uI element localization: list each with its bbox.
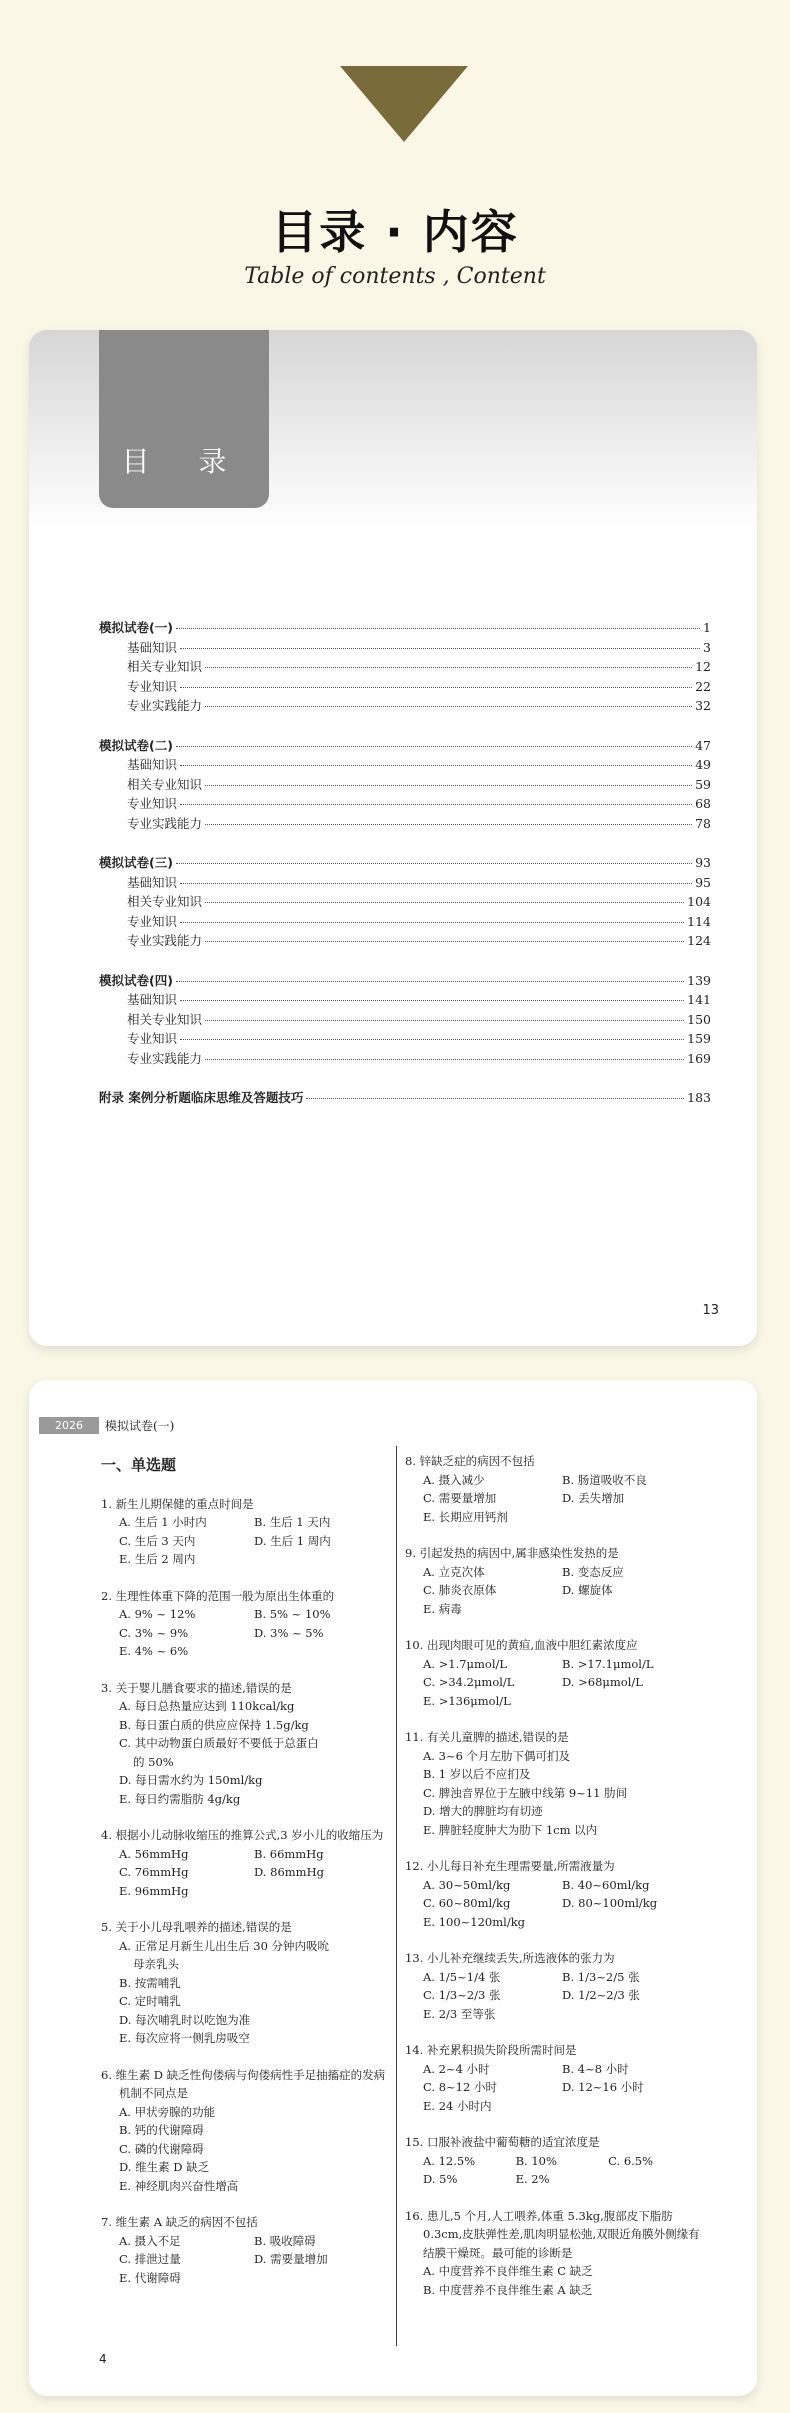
toc-entry-label: 专业实践能力 <box>127 698 203 713</box>
answer-option[interactable]: A. 生后 1 小时内 <box>119 1515 207 1529</box>
toc-leader-dots <box>205 941 684 942</box>
question-item <box>101 1495 389 1569</box>
toc-entry-label: 专业实践能力 <box>127 1050 203 1066</box>
answer-option[interactable]: E. 4% ~ 6% <box>119 1644 189 1658</box>
toc-entry-label: 基础知识 <box>127 639 178 655</box>
answer-option[interactable]: A. 1/5~1/4 张 <box>423 1969 501 1984</box>
question-stem: 12. 小儿每日补充生理需要量,所需液量为 <box>405 1859 615 1873</box>
answer-option[interactable]: C. 脾浊音界位于左腋中线第 9~11 肋间 <box>423 1785 628 1800</box>
toc-sub-entry[interactable] <box>99 794 711 814</box>
toc-leader-dots <box>180 1000 684 1001</box>
toc-leader-dots <box>205 667 692 668</box>
toc-entry-page: 49 <box>695 757 711 772</box>
toc-section-entry[interactable] <box>99 618 711 638</box>
toc-leader-dots <box>176 628 700 629</box>
toc-leader-dots <box>180 765 692 766</box>
toc-entry-page: 78 <box>695 815 711 831</box>
toc-entry-page: 22 <box>695 678 711 694</box>
toc-entry-page: 32 <box>695 698 711 713</box>
toc-entry-label: 基础知识 <box>127 874 178 890</box>
answer-option[interactable]: E. 每次应将一侧乳房吸空 <box>119 2031 250 2045</box>
toc-leader-dots <box>180 804 692 805</box>
toc-entry-page: 124 <box>687 933 711 948</box>
toc-entry-label: 专业知识 <box>127 796 178 811</box>
answer-option[interactable]: C. 6.5% <box>608 2153 654 2168</box>
question-stem: 2. 生理性体重下降的范围一般为原出生体重的 <box>101 1588 335 1603</box>
page-title: 目录 · 内容 <box>271 205 519 259</box>
answer-option[interactable]: B. 5% ~ 10% <box>254 1607 331 1621</box>
toc-entry-label: 专业知识 <box>127 678 178 694</box>
toc-sub-entry[interactable] <box>99 696 711 716</box>
sample-page-number: 4 <box>99 2352 107 2366</box>
answer-option[interactable]: A. 正常足月新生儿出生后 30 分钟内吸吮 <box>119 1938 330 1953</box>
toc-sub-entry[interactable] <box>99 775 711 795</box>
toc-entry-label: 附录 案例分析题临床思维及答题技巧 <box>99 1090 304 1105</box>
sample-page-card <box>29 1380 757 2396</box>
answer-option[interactable]: C. 磷的代谢障碍 <box>119 2141 204 2156</box>
answer-option[interactable]: B. 1 岁以后不应扪及 <box>423 1767 531 1781</box>
question-stem: 11. 有关儿童脾的描述,错误的是 <box>405 1730 569 1744</box>
question-item <box>405 1452 701 1526</box>
toc-section-entry[interactable] <box>99 971 711 991</box>
toc-entry-page: 141 <box>687 992 711 1007</box>
answer-option[interactable]: E. 100~120ml/kg <box>423 1914 526 1929</box>
header-triangle-icon <box>340 66 468 142</box>
question-item <box>101 1826 389 1900</box>
answer-option[interactable]: E. >136μmol/L <box>423 1693 511 1708</box>
toc-entry-label: 专业实践能力 <box>127 815 203 831</box>
answer-option[interactable]: D. >68μmol/L <box>562 1675 643 1689</box>
toc-sub-entry[interactable] <box>99 1029 711 1049</box>
toc-sub-entry[interactable] <box>99 755 711 775</box>
question-stem: 1. 新生儿期保健的重点时间是 <box>101 1496 254 1511</box>
answer-option[interactable]: D. 5% <box>423 2172 458 2186</box>
toc-entry-label: 模拟试卷(三) <box>99 855 173 870</box>
answer-option[interactable]: C. 排泄过量 <box>119 2252 181 2266</box>
answer-option[interactable]: C. 生后 3 天内 <box>119 1533 196 1548</box>
toc-entry-label: 相关专业知识 <box>127 776 203 792</box>
exam-name: 模拟试卷(一) <box>105 1418 175 1433</box>
answer-option[interactable]: A. 摄入减少 <box>423 1472 485 1487</box>
toc-section-entry[interactable] <box>99 736 711 756</box>
answer-option[interactable]: A. 12.5% <box>423 2153 476 2168</box>
toc-card <box>29 330 757 1346</box>
toc-leader-dots <box>176 863 692 864</box>
question-item <box>405 2207 701 2300</box>
toc-entry-page: 95 <box>695 874 711 890</box>
toc-entry-page: 1 <box>703 620 711 635</box>
toc-entry-page: 59 <box>695 776 711 792</box>
question-stem: 5. 关于小儿母乳喂养的描述,错误的是 <box>101 1920 292 1934</box>
toc-leader-dots <box>205 785 692 786</box>
answer-option[interactable]: B. >17.1μmol/L <box>562 1656 654 1671</box>
answer-option[interactable]: A. 每日总热量应达到 110kcal/kg <box>119 1699 295 1713</box>
answer-option[interactable]: C. 肺炎衣原体 <box>423 1583 497 1597</box>
answer-option[interactable]: C. 定时哺乳 <box>119 1994 181 2008</box>
answer-option[interactable]: E. 每日约需脂肪 4g/kg <box>119 1791 241 1806</box>
answer-option[interactable]: C. 需要量增加 <box>423 1491 497 1505</box>
answer-option[interactable]: B. 变态反应 <box>562 1564 624 1579</box>
answer-option[interactable]: D. 丢失增加 <box>562 1491 625 1505</box>
answer-option[interactable]: D. 生后 1 周内 <box>254 1533 331 1548</box>
answer-option[interactable]: A. 中度营养不良伴维生素 C 缺乏 <box>423 2264 593 2278</box>
question-item <box>405 1949 701 2023</box>
answer-option[interactable]: C. 60~80ml/kg <box>423 1896 511 1910</box>
answer-option[interactable]: E. 24 小时内 <box>423 2098 492 2113</box>
page-subtitle: Table of contents , Content <box>244 264 546 289</box>
answer-option[interactable]: A. 2~4 小时 <box>423 2061 490 2076</box>
answer-option[interactable]: C. 76mmHg <box>119 1865 189 1879</box>
answer-option[interactable]: D. 维生素 D 缺乏 <box>119 2160 210 2174</box>
toc-leader-dots <box>176 981 684 982</box>
answer-option[interactable]: E. 病毒 <box>423 1601 462 1616</box>
toc-entry-page: 47 <box>695 737 711 753</box>
question-item <box>101 2066 389 2196</box>
answer-option[interactable]: D. 增大的脾脏均有切迹 <box>423 1804 543 1818</box>
question-stem: 10. 出现肉眼可见的黄疸,血液中胆红素浓度应 <box>405 1638 638 1652</box>
answer-option[interactable]: B. 吸收障碍 <box>254 2233 316 2248</box>
toc-entry-label: 基础知识 <box>127 992 178 1007</box>
toc-tab <box>99 330 269 508</box>
answer-option[interactable]: D. 86mmHg <box>254 1865 324 1879</box>
toc-entry-label: 模拟试卷(二) <box>99 737 173 753</box>
answer-option[interactable]: D. 3% ~ 5% <box>254 1625 324 1640</box>
toc-leader-dots <box>205 824 692 825</box>
question-stem: 6. 维生素 D 缺乏性佝偻病与佝偻病性手足抽搐症的发病机制不同点是 <box>101 2067 386 2100</box>
question-item <box>405 1544 701 1618</box>
answer-option[interactable]: A. 30~50ml/kg <box>423 1877 511 1892</box>
toc-sub-entry[interactable] <box>99 814 711 834</box>
answer-option[interactable]: E. 代谢障碍 <box>119 2270 181 2285</box>
column-divider <box>396 1446 397 2346</box>
question-stem: 4. 根据小儿动脉收缩压的推算公式,3 岁小儿的收缩压为 <box>101 1828 384 1842</box>
toc-sub-entry[interactable] <box>99 873 711 893</box>
question-stem: 9. 引起发热的病因中,属非感染性发热的是 <box>405 1546 619 1560</box>
toc-leader-dots <box>205 706 692 707</box>
toc-sub-entry[interactable] <box>99 931 711 951</box>
toc-section-entry[interactable] <box>99 853 711 873</box>
toc-entry-page: 12 <box>695 659 711 674</box>
answer-option[interactable]: A. >1.7μmol/L <box>423 1656 508 1671</box>
answer-option[interactable]: 母亲乳头 <box>133 1957 179 1971</box>
answer-option[interactable]: E. 2% <box>515 2172 550 2186</box>
toc-entry-label: 专业知识 <box>127 1031 178 1046</box>
answer-option[interactable]: B. 40~60ml/kg <box>562 1877 650 1892</box>
answer-option[interactable]: A. 56mmHg <box>119 1846 189 1861</box>
toc-leader-dots <box>205 902 684 903</box>
toc-entry-page: 104 <box>687 894 711 909</box>
answer-option[interactable]: B. 4~8 小时 <box>562 2061 629 2076</box>
answer-option[interactable]: D. 螺旋体 <box>562 1583 613 1597</box>
toc-entry-label: 专业实践能力 <box>127 933 203 948</box>
left-column <box>101 1452 389 2305</box>
toc-leader-dots <box>205 1059 684 1060</box>
answer-option[interactable]: A. 立克次体 <box>423 1564 485 1579</box>
toc-leader-dots <box>205 1020 684 1021</box>
question-item <box>405 1728 701 1839</box>
answer-option[interactable]: D. 12~16 小时 <box>562 2080 644 2094</box>
answer-option[interactable]: B. 生后 1 天内 <box>254 1515 331 1529</box>
toc-entry-label: 专业知识 <box>127 913 178 929</box>
toc-sub-entry[interactable] <box>99 1010 711 1030</box>
answer-option[interactable]: D. 1/2~2/3 张 <box>562 1988 640 2002</box>
question-stem: 3. 关于婴儿膳食要求的描述,错误的是 <box>101 1680 292 1695</box>
answer-option[interactable]: C. >34.2μmol/L <box>423 1675 515 1689</box>
toc-entry-page: 150 <box>687 1011 711 1027</box>
toc-entry-page: 114 <box>687 913 711 929</box>
exam-header <box>39 1416 174 1434</box>
toc-entry-label: 基础知识 <box>127 757 178 772</box>
toc-entry-page: 183 <box>687 1090 711 1105</box>
question-item <box>405 2041 701 2115</box>
question-item <box>101 1587 389 1661</box>
answer-option[interactable]: C. 其中动物蛋白质最好不要低于总蛋白 <box>119 1736 319 1750</box>
toc-entry-page: 169 <box>687 1050 711 1066</box>
toc-leader-dots <box>180 922 684 923</box>
answer-option[interactable]: E. 2/3 至等张 <box>423 2006 496 2021</box>
question-item <box>101 2213 389 2287</box>
question-item <box>405 1857 701 1931</box>
toc-entry-page: 93 <box>695 855 711 870</box>
section-title: 一、单选题 <box>101 1456 177 1474</box>
answer-option[interactable]: B. 每日蛋白质的供应应保持 1.5g/kg <box>119 1717 309 1732</box>
question-stem: 7. 维生素 A 缺乏的病因不包括 <box>101 2215 258 2229</box>
toc-sub-entry[interactable] <box>99 657 711 677</box>
answer-option[interactable]: E. 神经肌肉兴奋性增高 <box>119 2178 239 2193</box>
toc-sub-entry[interactable] <box>99 677 711 697</box>
answer-option[interactable]: E. 生后 2 周内 <box>119 1552 196 1566</box>
question-stem: 15. 口服补液盐中葡萄糖的适宜浓度是 <box>405 2135 600 2149</box>
answer-option[interactable]: B. 钙的代谢障碍 <box>119 2123 204 2137</box>
toc-sub-entry[interactable] <box>99 638 711 658</box>
toc-entry-page: 68 <box>695 796 711 811</box>
toc-sub-entry[interactable] <box>99 892 711 912</box>
question-stem: 8. 锌缺乏症的病因不包括 <box>405 1454 535 1468</box>
toc-sub-entry[interactable] <box>99 1049 711 1069</box>
question-item <box>101 1679 389 1809</box>
answer-option[interactable]: D. 每日需水约为 150ml/kg <box>119 1773 263 1787</box>
toc-list <box>99 618 711 1108</box>
toc-entry-page: 139 <box>687 972 711 988</box>
toc-sub-entry[interactable] <box>99 912 711 932</box>
answer-option[interactable]: D. 80~100ml/kg <box>562 1896 658 1910</box>
answer-option[interactable]: B. 10% <box>515 2153 557 2168</box>
answer-option[interactable]: A. 摄入不足 <box>119 2233 181 2248</box>
toc-entry-label: 模拟试卷(一) <box>99 620 173 635</box>
toc-entry-label: 相关专业知识 <box>127 1011 203 1027</box>
answer-option[interactable]: A. 3~6 个月左肋下偶可扪及 <box>423 1748 571 1763</box>
answer-option[interactable]: C. 8~12 小时 <box>423 2080 497 2094</box>
answer-option[interactable]: E. 96mmHg <box>119 1883 189 1898</box>
toc-page-number: 13 <box>702 1303 719 1318</box>
toc-entry-page: 159 <box>687 1031 711 1046</box>
toc-leader-dots <box>180 687 692 688</box>
question-stem: 16. 患儿,5 个月,人工喂养,体重 5.3kg,腹部皮下脂肪 0.3cm,皮肤弹性差,肌肉明显松弛,双眼近角膜外侧缘有结膜干燥斑。最可能的诊断是 <box>405 2208 700 2260</box>
toc-entry-label: 相关专业知识 <box>127 659 203 674</box>
answer-option[interactable]: D. 需要量增加 <box>254 2252 328 2266</box>
answer-option[interactable]: B. 按需哺乳 <box>119 1975 181 1990</box>
answer-option[interactable]: 的 50% <box>133 1754 174 1769</box>
toc-leader-dots <box>180 648 700 649</box>
toc-leader-dots <box>180 883 692 884</box>
toc-tab-label: 目 录 <box>121 445 247 478</box>
answer-option[interactable]: C. 3% ~ 9% <box>119 1625 189 1640</box>
answer-option[interactable]: A. 甲状旁腺的功能 <box>119 2104 216 2119</box>
toc-sub-entry[interactable] <box>99 990 711 1010</box>
toc-entry-label: 模拟试卷(四) <box>99 972 173 988</box>
question-item <box>405 1636 701 1710</box>
year-badge: 2026 <box>39 1417 99 1434</box>
answer-option[interactable]: B. 中度营养不良伴维生素 A 缺乏 <box>423 2282 593 2297</box>
question-stem: 14. 补充累积损失阶段所需时间是 <box>405 2043 577 2057</box>
toc-leader-dots <box>180 1039 684 1040</box>
answer-option[interactable]: E. 长期应用钙剂 <box>423 1509 508 1524</box>
question-item <box>405 2133 701 2189</box>
answer-option[interactable]: E. 脾脏轻度肿大为肋下 1cm 以内 <box>423 1822 598 1837</box>
toc-entry-page: 3 <box>703 639 711 655</box>
toc-leader-dots <box>306 1098 684 1099</box>
answer-option[interactable]: B. 66mmHg <box>254 1846 324 1861</box>
question-item <box>101 1918 389 2048</box>
answer-option[interactable]: A. 9% ~ 12% <box>119 1607 196 1621</box>
question-stem: 13. 小儿补充继续丢失,所选液体的张力为 <box>405 1951 615 1965</box>
toc-entry-label: 相关专业知识 <box>127 894 203 909</box>
toc-appendix-entry[interactable] <box>99 1088 711 1108</box>
answer-option[interactable]: D. 每次哺乳时以吃饱为准 <box>119 2012 251 2027</box>
right-column <box>405 1452 701 2317</box>
toc-leader-dots <box>176 746 692 747</box>
answer-option[interactable]: B. 1/3~2/5 张 <box>562 1969 640 1984</box>
answer-option[interactable]: C. 1/3~2/3 张 <box>423 1988 501 2002</box>
answer-option[interactable]: B. 肠道吸收不良 <box>562 1472 647 1487</box>
